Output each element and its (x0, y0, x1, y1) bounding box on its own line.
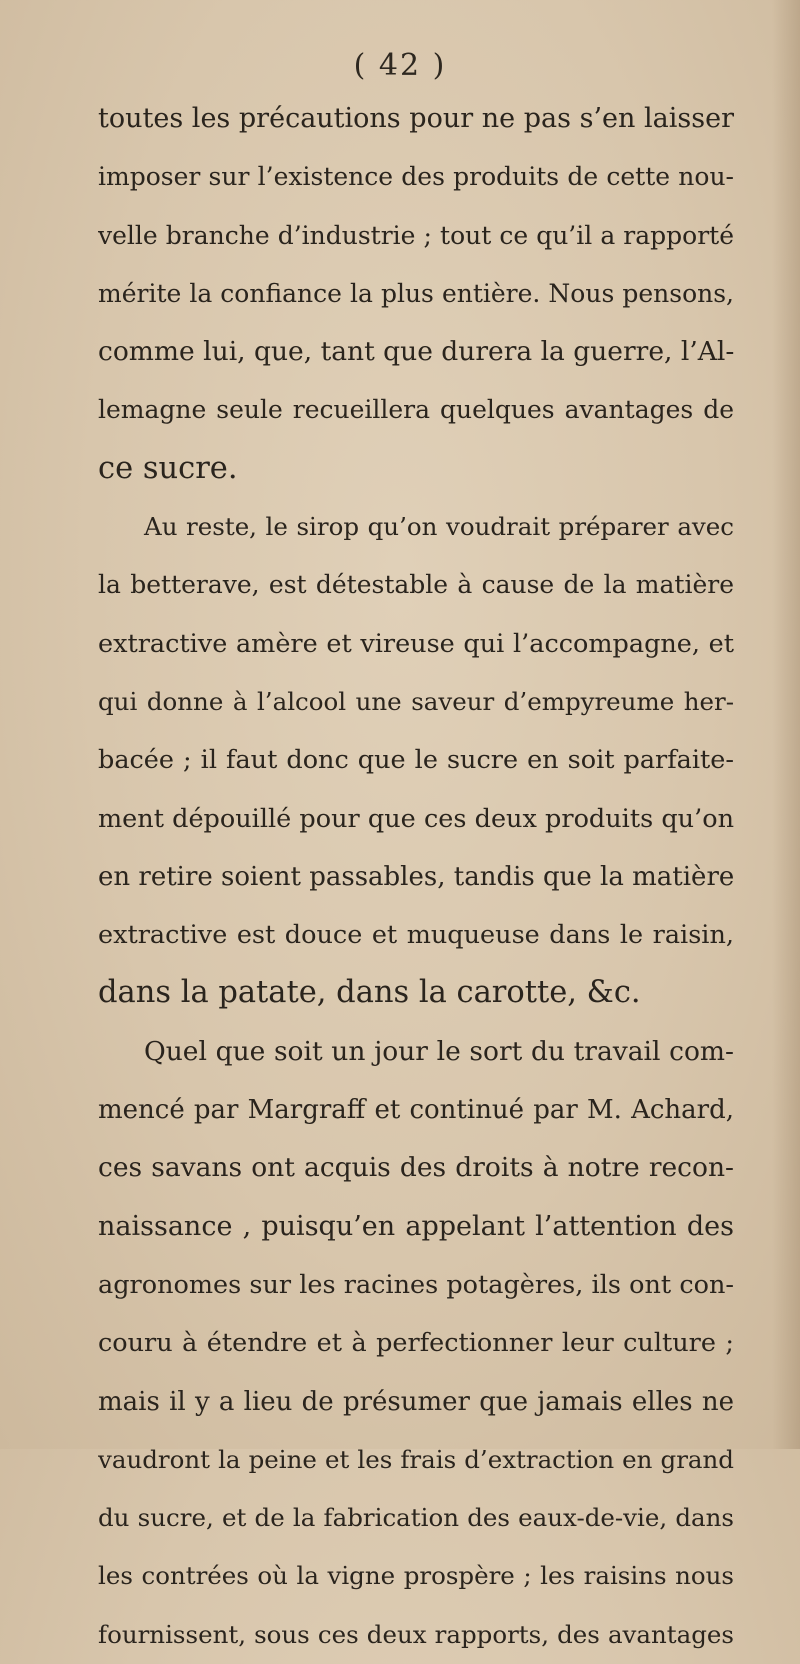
text-line: extractive amère et vireuse qui l’accompagne, et (98, 628, 734, 659)
text-line: en retire soient passables, tandis que la matière (98, 861, 734, 892)
text-line: naissance , puisqu’en appelant l’attention des (98, 1210, 734, 1242)
text-line: Au reste, le sirop qu’on voudrait préparer avec (144, 512, 734, 542)
text-line: imposer sur l’existence des produits de cette nou- (98, 162, 734, 192)
text-line: qui donne à l’alcool une saveur d’empyreume her- (98, 686, 734, 716)
text-line: comme lui, que, tant que durera la guerre, l’Al- (98, 336, 734, 368)
text-line: mencé par Margraff et continué par M. Achard, (98, 1095, 734, 1126)
text-line: mais il y a lieu de présumer que jamais elles ne (98, 1386, 734, 1417)
text-line: fournissent, sous ces deux rapports, des avantages (98, 1619, 734, 1649)
page-number: ( 42 ) (353, 48, 447, 83)
text-line: agronomes sur les racines potagères, ils ont con- (98, 1269, 734, 1300)
page-edge-shadow (772, 0, 800, 1449)
text-line: velle branche d’industrie ; tout ce qu’il a rapporté (98, 220, 734, 250)
text-line: toutes les précautions pour ne pas s’en laisser (98, 103, 734, 134)
text-line: les contrées où la vigne prospère ; les raisins nous (98, 1561, 734, 1591)
text-line: lemagne seule recueillera quelques avantages de (98, 395, 734, 425)
text-line: couru à étendre et à perfectionner leur culture ; (98, 1328, 734, 1359)
text-line: ment dépouillé pour que ces deux produits qu’on (98, 803, 734, 834)
text-line: extractive est douce et muqueuse dans le raisin, (98, 920, 734, 951)
text-line: bacée ; il faut donc que le sucre en soit parfaite- (98, 745, 734, 776)
text-line: mérite la confiance la plus entière. Nous pensons, (98, 278, 734, 308)
text-line: ces savans ont acquis des droits à notre recon- (98, 1152, 734, 1184)
text-line: vaudront la peine et les frais d’extraction en grand (98, 1444, 734, 1474)
text-line: la betterave, est détestable à cause de la matière (98, 570, 734, 600)
text-line: Quel que soit un jour le sort du travail com- (144, 1035, 734, 1067)
text-line: du sucre, et de la fabrication des eaux-de-vie, dans (98, 1503, 734, 1533)
text-line: ce sucre. (98, 450, 238, 486)
body-text (98, 90, 734, 1664)
text-line: dans la patate, dans la carotte, &c. (98, 975, 641, 1011)
